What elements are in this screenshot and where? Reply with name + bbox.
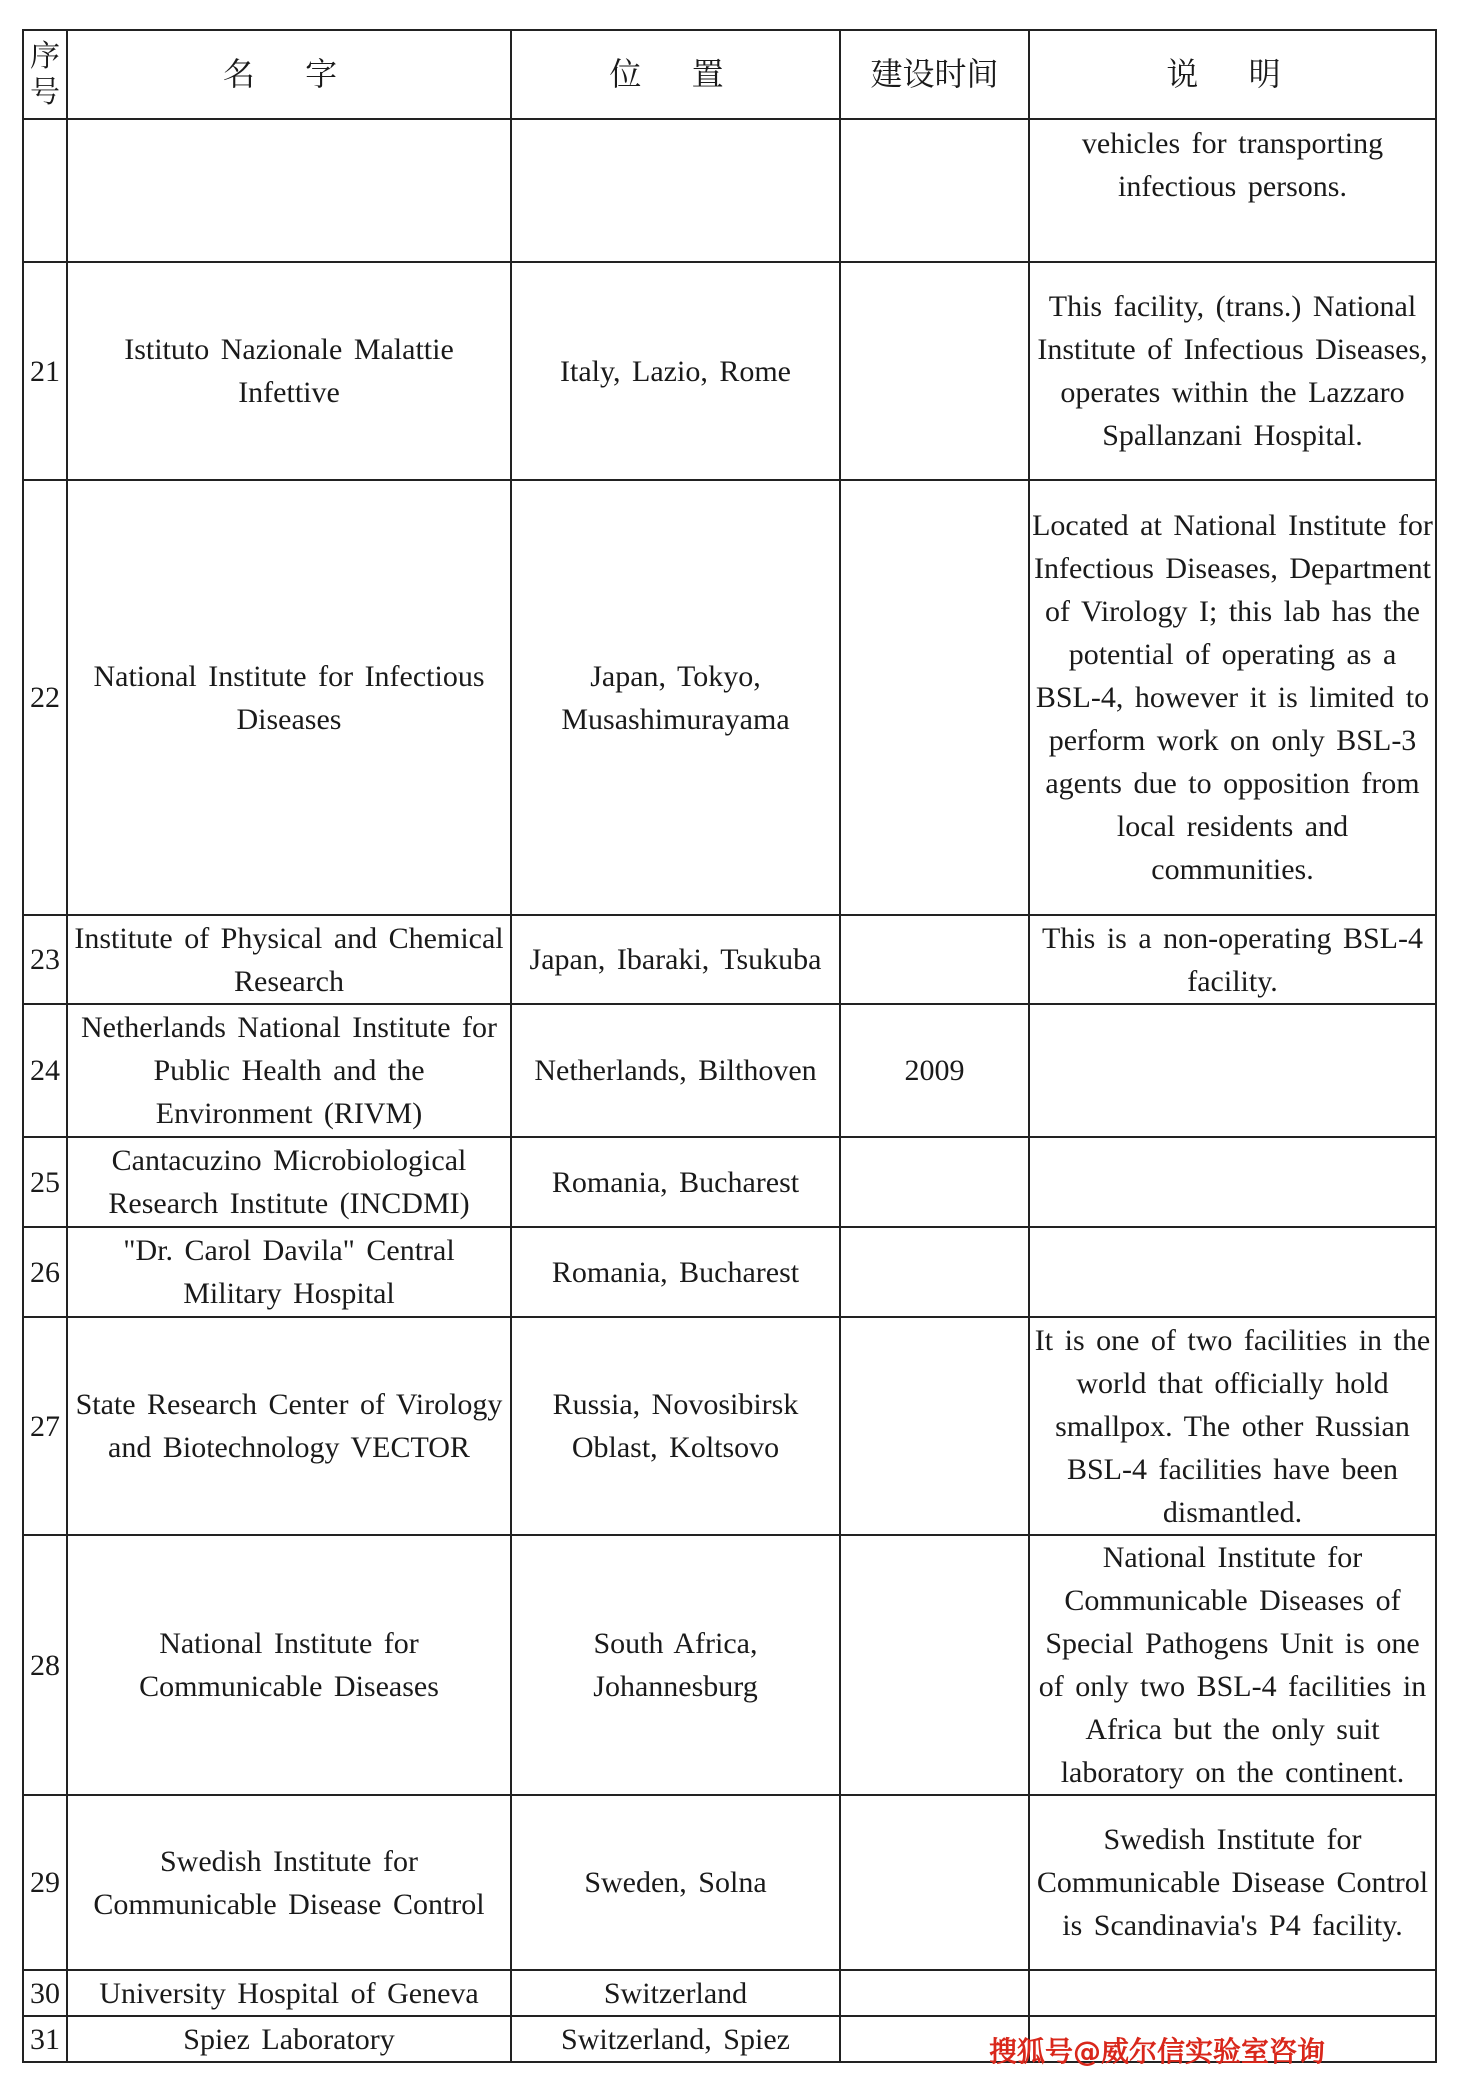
cell-name: National Institute for Infectious Diseases xyxy=(67,480,511,915)
cell-location: South Africa, Johannesburg xyxy=(511,1535,840,1795)
cell-name: Swedish Institute for Communicable Disease Control xyxy=(67,1795,511,1970)
table-row xyxy=(23,1227,1436,1317)
cell-name: University Hospital of Geneva xyxy=(67,1970,511,2016)
cell-name: Institute of Physical and Chemical Research xyxy=(67,915,511,1004)
cell-built xyxy=(840,119,1029,262)
cell-no: 22 xyxy=(23,480,67,915)
cell-no: 31 xyxy=(23,2016,67,2062)
cell-notes xyxy=(1029,1004,1436,1137)
cell-notes: This is a non-operating BSL-4 facility. xyxy=(1029,915,1436,1004)
source-watermark: 搜狐号@威尔信实验室咨询 xyxy=(989,2035,1326,2068)
table-row xyxy=(23,1004,1436,1137)
cell-no: 28 xyxy=(23,1535,67,1795)
cell-name: Istituto Nazionale Malattie Infettive xyxy=(67,262,511,480)
table-row xyxy=(23,1317,1436,1535)
cell-built xyxy=(840,1970,1029,2016)
cell-notes xyxy=(1029,1970,1436,2016)
cell-no: 24 xyxy=(23,1004,67,1137)
cell-location xyxy=(511,119,840,262)
table-row xyxy=(23,480,1436,915)
table-row xyxy=(23,1137,1436,1227)
cell-no: 27 xyxy=(23,1317,67,1535)
cell-built xyxy=(840,1535,1029,1795)
cell-location: Romania, Bucharest xyxy=(511,1137,840,1227)
cell-built xyxy=(840,480,1029,915)
cell-no xyxy=(23,119,67,262)
cell-no: 29 xyxy=(23,1795,67,1970)
cell-location: Switzerland xyxy=(511,1970,840,2016)
cell-name: Cantacuzino Microbiological Research Institute (INCDMI) xyxy=(67,1137,511,1227)
cell-notes xyxy=(1029,1227,1436,1317)
table-row xyxy=(23,1970,1436,2016)
cell-name: "Dr. Carol Davila" Central Military Hospital xyxy=(67,1227,511,1317)
cell-notes: National Institute for Communicable Diseases of Special Pathogens Unit is one of only two BSL-4 facilities in Africa but the only suit laboratory on the continent. xyxy=(1029,1535,1436,1795)
header-name: 名 字 xyxy=(67,30,511,119)
cell-built xyxy=(840,262,1029,480)
cell-name xyxy=(67,119,511,262)
cell-location: Italy, Lazio, Rome xyxy=(511,262,840,480)
cell-notes: Located at National Institute for Infectious Diseases, Department of Virology I; this lab has the potential of operating as a BSL-4, however it is limited to perform work on only BSL-3 agents due to opposition from local residents and communities. xyxy=(1029,480,1436,915)
table-header-row xyxy=(23,30,1436,119)
cell-built xyxy=(840,1317,1029,1535)
cell-location: Japan, Ibaraki, Tsukuba xyxy=(511,915,840,1004)
cell-name: Spiez Laboratory xyxy=(67,2016,511,2062)
cell-notes: vehicles for transporting infectious persons. xyxy=(1029,119,1436,262)
table-row xyxy=(23,1535,1436,1795)
cell-built: 2009 xyxy=(840,1004,1029,1137)
cell-notes: It is one of two facilities in the world that officially hold smallpox. The other Russian BSL-4 facilities have been dismantled. xyxy=(1029,1317,1436,1535)
cell-notes: Swedish Institute for Communicable Disease Control is Scandinavia's P4 facility. xyxy=(1029,1795,1436,1970)
cell-location: Japan, Tokyo, Musashimurayama xyxy=(511,480,840,915)
table-row xyxy=(23,119,1436,262)
cell-no: 23 xyxy=(23,915,67,1004)
table-row xyxy=(23,1795,1436,1970)
cell-built xyxy=(840,1227,1029,1317)
cell-location: Romania, Bucharest xyxy=(511,1227,840,1317)
cell-name: Netherlands National Institute for Public Health and the Environment (RIVM) xyxy=(67,1004,511,1137)
cell-location: Russia, Novosibirsk Oblast, Koltsovo xyxy=(511,1317,840,1535)
cell-built xyxy=(840,1137,1029,1227)
cell-notes: This facility, (trans.) National Institute of Infectious Diseases, operates within the Lazzaro Spallanzani Hospital. xyxy=(1029,262,1436,480)
cell-no: 26 xyxy=(23,1227,67,1317)
bsl4-facilities-table xyxy=(22,29,1437,2063)
cell-no: 25 xyxy=(23,1137,67,1227)
cell-name: State Research Center of Virology and Biotechnology VECTOR xyxy=(67,1317,511,1535)
header-serial-number: 序号 xyxy=(23,30,67,119)
cell-no: 30 xyxy=(23,1970,67,2016)
table-row xyxy=(23,262,1436,480)
table-row xyxy=(23,915,1436,1004)
header-notes: 说 明 xyxy=(1029,30,1436,119)
cell-built xyxy=(840,1795,1029,1970)
cell-location: Netherlands, Bilthoven xyxy=(511,1004,840,1137)
header-build-time: 建设时间 xyxy=(840,30,1029,119)
cell-location: Sweden, Solna xyxy=(511,1795,840,1970)
header-location: 位 置 xyxy=(511,30,840,119)
cell-notes xyxy=(1029,1137,1436,1227)
cell-name: National Institute for Communicable Diseases xyxy=(67,1535,511,1795)
cell-built xyxy=(840,915,1029,1004)
cell-location: Switzerland, Spiez xyxy=(511,2016,840,2062)
cell-no: 21 xyxy=(23,262,67,480)
